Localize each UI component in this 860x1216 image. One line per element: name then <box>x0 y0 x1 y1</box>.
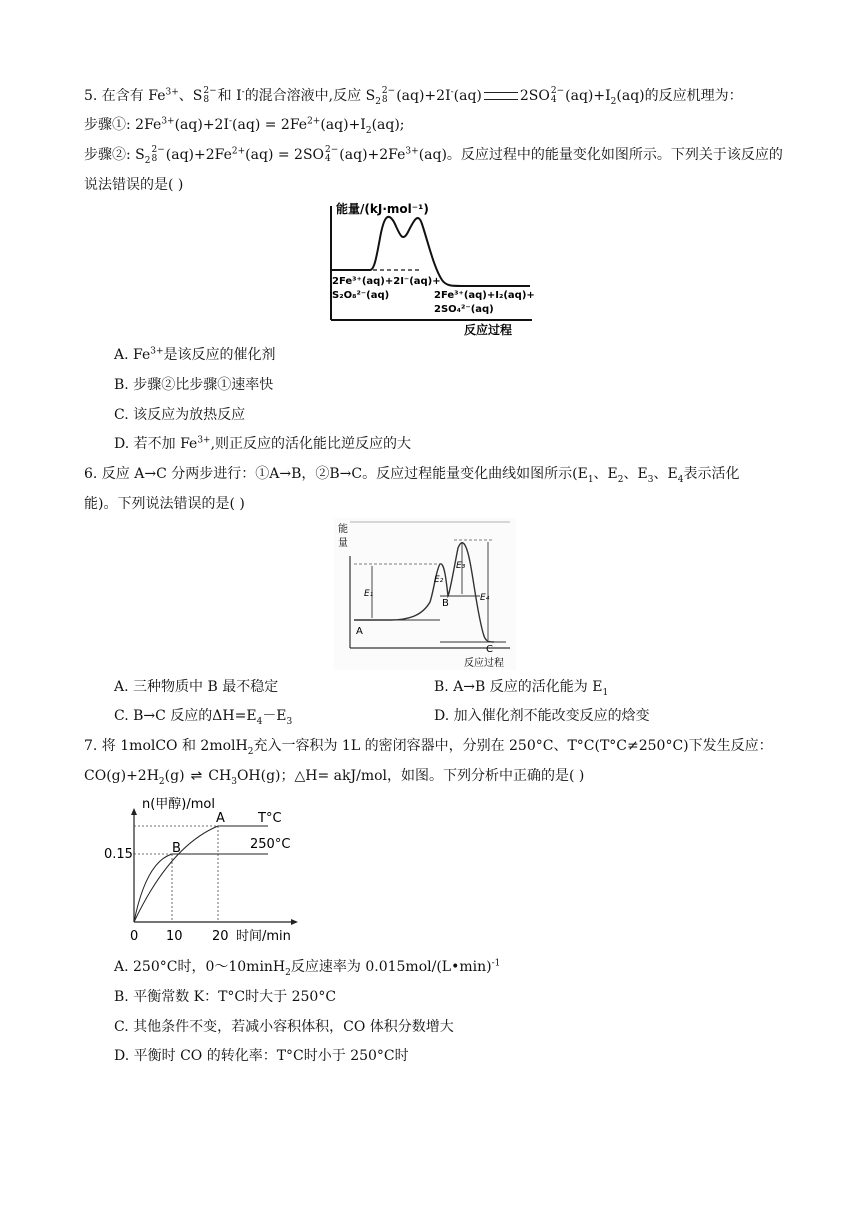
equilibrium-sign <box>484 92 518 100</box>
q7-y-arrow <box>131 808 137 815</box>
q5-ylabel: 能量/(kJ·mol⁻¹) <box>336 202 429 216</box>
q5-option-c[interactable]: C. 该反应为放热反应 <box>114 407 246 423</box>
q6-stem-line-2: 能)。下列说法错误的是( ) <box>84 496 245 512</box>
q5-xlabel: 反应过程 <box>464 323 513 337</box>
q7-ylabel: n(甲醇)/mol <box>142 797 215 812</box>
q7-curve-250 <box>134 854 268 922</box>
q7-chart <box>100 796 310 948</box>
q5-stem-line-4: 说法错误的是( ) <box>84 177 184 193</box>
q7-point-a: A <box>216 811 225 826</box>
q5-option-b[interactable]: B. 步骤②比步骤①速率快 <box>114 377 274 393</box>
q6-energy-diagram <box>334 518 516 670</box>
reversible-arrow: ⇌ <box>190 768 203 784</box>
q6-option-b[interactable]: B. A→B 反应的活化能为 $E_1$ <box>434 679 609 698</box>
q6-label-e1: E₁ <box>364 589 374 599</box>
q7-x-tick-10: 10 <box>166 929 183 944</box>
q7-curve-t <box>134 826 268 922</box>
q7-option-d[interactable]: D. 平衡时 CO 的转化率：T°C时小于 250°C时 <box>114 1048 409 1064</box>
q7-stem-line-2: $CO(g)+2H_2(g)$ ⇌ $CH_3OH(g)$；△H= akJ/mol，如图。下列分析中正确的是( ) <box>84 768 585 787</box>
q7-option-c[interactable]: C. 其他条件不变，若减小容积体积，CO 体积分数增大 <box>114 1019 454 1035</box>
q6-option-c[interactable]: C. B→C 反应的$\Delta H=E_4-E_3$ <box>114 708 293 727</box>
q5-step-1: 步骤①: $2Fe^{3+}(aq)+2I^-(aq) = 2Fe^{2+}(aq)+I_2(aq)$; <box>84 116 405 136</box>
q5-option-a[interactable]: A. $Fe^{3+}$是该反应的催化剂 <box>114 346 276 363</box>
q6-ylabel-2: 量 <box>338 538 348 549</box>
q7-label-250: 250°C <box>250 837 291 852</box>
q6-stem-line-1: 6. 反应 A→C 分两步进行：①A→B，②B→C。反应过程能量变化曲线如图所示($E_1$、$E_2$、$E_3$、$E_4$表示活化 <box>84 466 740 485</box>
q6-option-a[interactable]: A. 三种物质中 B 最不稳定 <box>114 679 279 695</box>
q6-label-e2: E₂ <box>434 575 444 585</box>
q5-option-d[interactable]: D. 若不加 $Fe^{3+}$,则正反应的活化能比逆反应的大 <box>114 435 412 452</box>
q6-ylabel-1: 能 <box>338 524 348 535</box>
q7-xlabel: 时间/min <box>236 929 291 944</box>
q5-right-state-1: 2Fe³⁺(aq)+I₂(aq)+ <box>434 290 535 301</box>
q5-stem-line-1: 5. 在含有 $Fe^{3+}$、S 2− 8 和 I-的混合溶液中,反应 $S_2$ 2− 8 (aq)+2I-(aq) 2SO 2− 4 $(aq)+I_2(aq)$的反应机理为： <box>84 86 743 107</box>
q6-label-e3: E₃ <box>456 561 466 571</box>
q6-label-e4: E₄ <box>480 593 490 603</box>
q7-option-a[interactable]: A. 250°C时，0～10minH$_2$反应速率为 0.015mol/(L•min)$^{-1}$ <box>114 958 501 978</box>
q6-option-d[interactable]: D. 加入催化剂不能改变反应的焓变 <box>434 708 650 724</box>
q7-x-tick-0: 0 <box>130 929 139 944</box>
q6-xlabel: 反应过程 <box>464 658 504 669</box>
q7-option-b[interactable]: B. 平衡常数 K：T°C时大于 250°C <box>114 989 337 1005</box>
q5-energy-diagram <box>322 198 538 338</box>
q5-left-state-2: S₂O₈²⁻(aq) <box>332 290 390 301</box>
q5-left-state-1: 2Fe³⁺(aq)+2I⁻(aq)+ <box>332 276 441 287</box>
q7-label-t: T°C <box>258 811 282 826</box>
q5-right-state-2: 2SO₄²⁻(aq) <box>434 304 494 315</box>
q6-label-a: A <box>356 626 363 637</box>
q5-step-2: 步骤②: $S_2$ 2− 8 $(aq)+2Fe^{2+}(aq) = 2SO$ 2− 4 $(aq)+2Fe^{3+}(aq)$。反应过程中的能量变化如图所示。下列关于该反应的 <box>84 145 783 166</box>
q7-point-b: B <box>172 841 181 856</box>
q6-label-b: B <box>442 598 449 609</box>
q7-x-tick-20: 20 <box>212 929 229 944</box>
q7-stem-line-1: 7. 将 1molCO 和 2molH$_2$充入一容积为 1L 的密闭容器中，分别在 250°C、T°C(T°C≠250°C)下发生反应： <box>84 738 773 757</box>
q7-x-arrow <box>291 919 298 925</box>
q6-label-c: C <box>486 644 493 655</box>
q7-y-tick-015: 0.15 <box>104 847 133 862</box>
